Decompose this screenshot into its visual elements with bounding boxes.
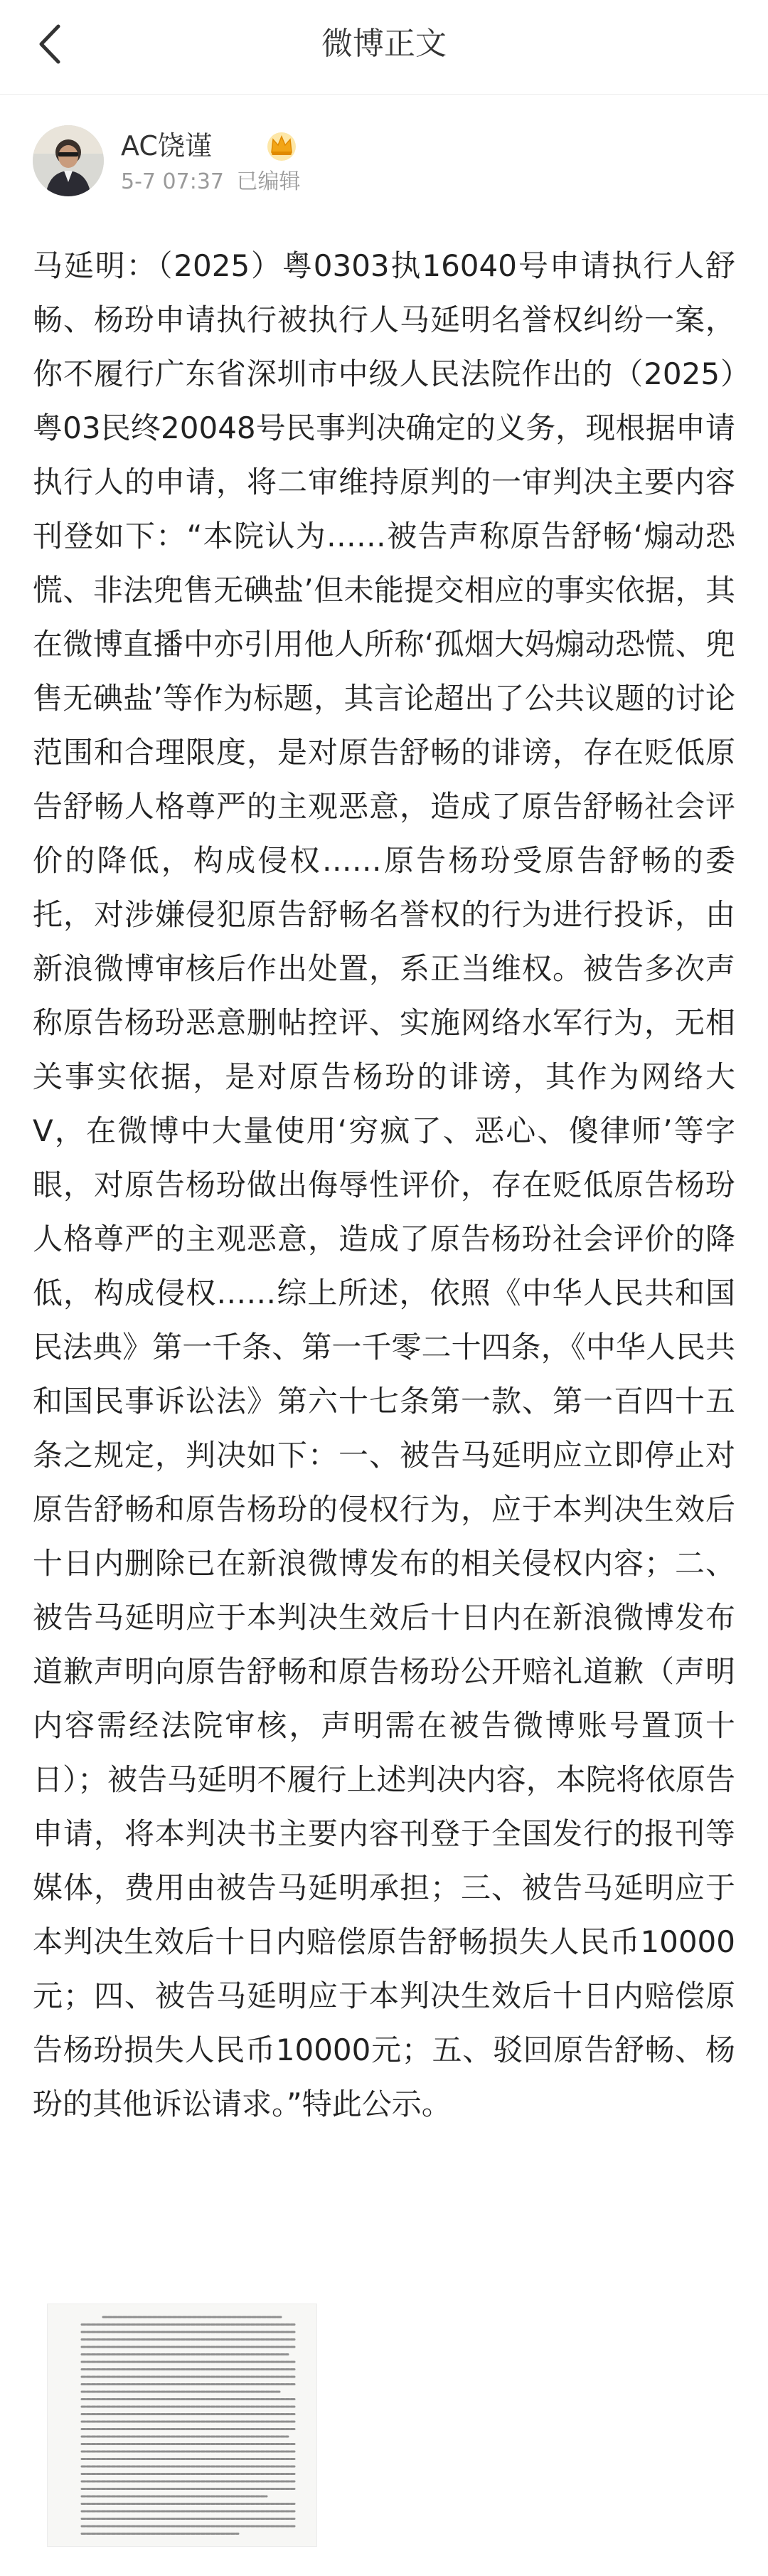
document-image-thumbnail[interactable] xyxy=(47,2304,317,2547)
crown-icon xyxy=(263,127,300,164)
user-name[interactable]: AC饶谨 xyxy=(121,130,212,161)
post-time: 5-7 07:37 xyxy=(121,169,224,194)
avatar-image-icon xyxy=(33,125,104,196)
author-row xyxy=(33,125,730,203)
post-text: 马延明：（2025）粤0303执16040号申请执行人舒畅、杨玢申请执行被执行人马延明名誉权纠纷一案，你不履行广东省深圳市中级人民法院作出的（2025）粤03民终20048号民事判决确定的义务，现根据申请执行人的申请，将二审维持原判的一审判决主要内容刊登如下：“本院认为……被告声称原告舒畅‘煽动恐慌、非法兜售无碘盐’但未能提交相应的事实依据，其在微博直播中亦引用他人所称‘孤烟大妈煽动恐慌、兜售无碘盐’等作为标题，其言论超出了公共议题的讨论范围和合理限度，是对原告舒畅的诽谤，存在贬低原告舒畅人格尊严的主观恶意，造成了原告舒畅社会评价的降低，构成侵权……原告杨玢受原告舒畅的委托，对涉嫌侵犯原告舒畅名誉权的行为进行投诉，由新浪微博审核后作出处置，系正当维权。被告多次声称原告杨玢恶意删帖控评、实施网络水军行为，无相关事实依据，是对原告杨玢的诽谤，其作为网络大V，在微博中大量使用‘穷疯了、恶心、傻律师’等字眼，对原告杨玢做出侮辱性评价，存在贬低原告杨玢人格尊严的主观恶意，造成了原告杨玢社会评价的降低，构成侵权……综上所述，依照《中华人民共和国民法典》第一千条、第一千零二十四条，《中华人民共和国民事诉讼法》第六十七条第一款、第一百四十五条之规定，判决如下：一、被告马延明应立即停止对原告舒畅和原告杨玢的侵权行为，应于本判决生效后十日内删除已在新浪微博发布的相关侵权内容；二、被告马延明应于本判决生效后十日内在新浪微博发布道歉声明向原告舒畅和原告杨玢公开赔礼道歉（声明内容需经法院审核，声明需在被告微博账号置顶十日）；被告马延明不履行上述判决内容，本院将依原告申请，将本判决书主要内容刊登于全国发行的报刊等媒体，费用由被告马延明承担；三、被告马延明应于本判决生效后十日内赔偿原告舒畅损失人民币10000元；四、被告马延明应于本判决生效后十日内赔偿原告杨玢损失人民币10000元；五、驳回原告舒畅、杨玢的其他诉讼请求。”特此公示。 xyxy=(33,248,735,2121)
avatar[interactable] xyxy=(33,125,104,196)
edited-label: 已编辑 xyxy=(236,169,301,194)
post-meta xyxy=(121,168,301,196)
top-bar xyxy=(0,0,768,95)
document-page-icon xyxy=(48,2304,316,2546)
page-title: 微博正文 xyxy=(321,26,447,62)
